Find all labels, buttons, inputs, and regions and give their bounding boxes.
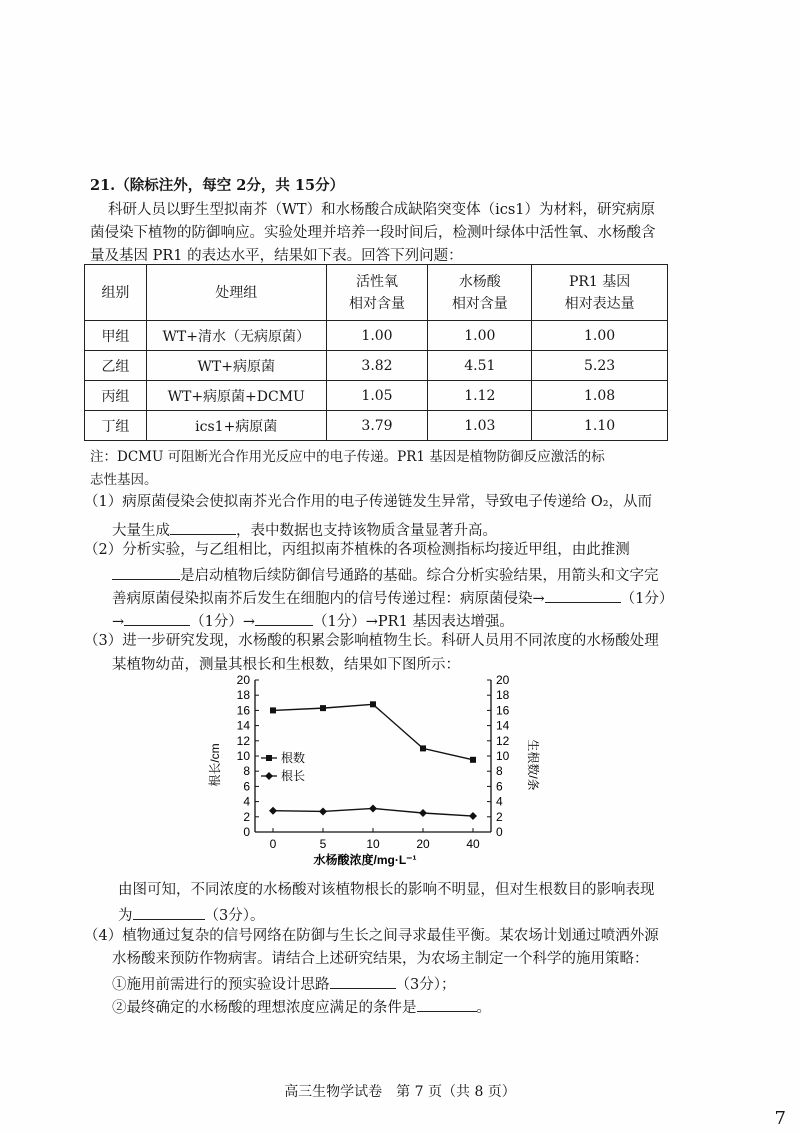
table-cell: WT+病原菌 [146, 351, 326, 381]
header-group: 组别 [85, 265, 147, 321]
y-tick-label-right: 6 [496, 779, 503, 794]
part4-line-2: 水杨酸来预防作物病害。请结合上述研究结果，为农场主制定一个科学的施用策略： [112, 951, 649, 967]
y-tick-label-right: 20 [496, 673, 510, 687]
data-point-square [320, 705, 326, 711]
header-pr1: PR1 基因 相对表达量 [532, 265, 668, 321]
y-tick-label-right: 10 [496, 749, 510, 763]
part2-text-post: 是启动植物后续防御信号通路的基础。综合分析实验结果，用箭头和文字完 [180, 568, 659, 584]
table-cell: 丁组 [85, 411, 147, 441]
part4-line-3 [112, 972, 455, 995]
y-tick-label-left: 0 [243, 825, 250, 839]
y-axis-label-left: 根长/cm [208, 743, 222, 787]
x-axis-label: 水杨酸浓度/mg·L⁻¹ [313, 853, 417, 867]
legend-square-icon [266, 755, 272, 761]
table-cell: 1.00 [532, 321, 668, 351]
y-tick-label-right: 14 [496, 718, 510, 733]
intro-line-3: 量及基因 PR1 的表达水平，结果如下表。回答下列问题： [90, 248, 463, 264]
part3-text-pre: 为 [118, 908, 133, 924]
data-point-diamond [369, 804, 377, 812]
part4-line-1: （4）植物通过复杂的信号网络在防御与生长之间寻求最佳平衡。某农场计划通过喷洒外源 [84, 928, 659, 944]
table-row [85, 381, 668, 411]
intro-line-1: 科研人员以野生型拟南芥（WT）和水杨酸合成缺陷突变体（ics1）为材料，研究病原 [108, 202, 655, 218]
page-corner-number: 7 [774, 1108, 786, 1129]
data-point-diamond [319, 807, 327, 815]
answer-blank[interactable] [170, 518, 236, 535]
part2-score: （1分） [620, 591, 674, 607]
answer-blank[interactable] [417, 995, 477, 1012]
part3-conclusion-line-2 [118, 903, 264, 926]
part1-text-pre: 大量生成 [112, 523, 170, 539]
header-ros: 活性氧 相对含量 [326, 265, 428, 321]
part3-score: （3分）。 [204, 908, 265, 924]
table-header-row [85, 265, 668, 321]
header-treatment: 处理组 [146, 265, 326, 321]
table-cell: 1.05 [326, 381, 428, 411]
part2-arrow: → [112, 614, 125, 630]
table-cell: 1.00 [428, 321, 532, 351]
part4-text-pre: ②最终确定的水杨酸的理想浓度应满足的条件是 [112, 1000, 417, 1016]
table-row [85, 351, 668, 381]
chart-ticks [237, 673, 510, 851]
data-point-square [470, 757, 476, 763]
table-cell: ics1+病原菌 [146, 411, 326, 441]
x-tick-label: 0 [269, 837, 277, 851]
question-header: 21.（除标注外，每空 2分，共 15分） [90, 177, 345, 194]
table-cell: 3.82 [326, 351, 428, 381]
data-point-diamond [269, 807, 277, 815]
table-cell: WT+病原菌+DCMU [146, 381, 326, 411]
data-point-square [370, 701, 376, 707]
legend-label-root-length: 根长 [281, 769, 306, 783]
part2-score: （1分）→ [190, 614, 256, 630]
part4-line-4 [112, 995, 491, 1018]
data-point-diamond [419, 809, 427, 817]
y-tick-label-left: 16 [236, 703, 250, 718]
y-axis-label-right: 生根数/条 [526, 739, 540, 791]
table-cell: 1.00 [326, 321, 428, 351]
answer-blank[interactable] [124, 609, 190, 626]
y-tick-label-right: 0 [496, 825, 503, 839]
part4-score: （3分）； [395, 977, 456, 993]
part2-text-pre: 善病原菌侵染拟南芥后发生在细胞内的信号传递过程：病原菌侵染→ [112, 591, 545, 607]
y-tick-label-right: 12 [496, 733, 510, 748]
y-tick-label-left: 6 [243, 779, 250, 794]
part3-conclusion-line-1: 由图可知，不同浓度的水杨酸对该植物根长的影响不明显，但对生根数目的影响表现 [118, 882, 655, 898]
table-cell: 1.08 [532, 381, 668, 411]
table-cell: 3.79 [326, 411, 428, 441]
y-tick-label-right: 2 [496, 809, 503, 824]
y-tick-label-left: 14 [236, 718, 250, 733]
part1-line-2 [112, 518, 497, 541]
y-tick-label-left: 18 [236, 688, 250, 703]
part2-line-3 [112, 586, 673, 609]
table-row [85, 411, 668, 441]
y-tick-label-left: 8 [243, 764, 250, 779]
answer-blank[interactable] [255, 609, 313, 626]
x-tick-label: 40 [466, 837, 480, 851]
chart-legend [261, 750, 305, 783]
y-tick-label-left: 4 [243, 794, 250, 809]
part2-tail: （1分）→PR1 基因表达增强。 [313, 614, 514, 630]
table-cell: 1.03 [428, 411, 532, 441]
x-tick-label: 5 [319, 837, 327, 851]
part2-line-4 [112, 609, 514, 632]
table-cell: 5.23 [532, 351, 668, 381]
data-point-square [270, 707, 276, 713]
page-footer: 高三生物学试卷 第 7 页（共 8 页） [284, 1084, 516, 1100]
part3-line-1: （3）进一步研究发现，水杨酸的积累会影响植物生长。科研人员用不同浓度的水杨酸处理 [84, 633, 659, 649]
table-cell: 乙组 [85, 351, 147, 381]
y-tick-label-right: 4 [496, 794, 503, 809]
y-tick-label-left: 20 [236, 673, 250, 687]
answer-blank[interactable] [112, 563, 180, 580]
legend-label-root-count: 根数 [281, 751, 306, 765]
y-tick-label-left: 2 [243, 809, 250, 824]
table-cell: 甲组 [85, 321, 147, 351]
part2-line-1: （2）分析实验，与乙组相比，丙组拟南芥植株的各项检测指标均接近甲组，由此推测 [84, 542, 630, 558]
part4-text-pre: ①施用前需进行的预实验设计思路 [112, 977, 330, 993]
part4-text-post: 。 [476, 1000, 491, 1016]
part3-line-2: 某植物幼苗，测量其根长和生根数，结果如下图所示： [112, 657, 460, 673]
y-tick-label-left: 10 [236, 749, 250, 763]
table-note-line-2: 志性基因。 [90, 472, 158, 488]
y-tick-label-right: 18 [496, 688, 510, 703]
answer-blank[interactable] [330, 972, 396, 989]
part1-line-1: （1）病原菌侵染会使拟南芥光合作用的电子传递链发生异常，导致电子传递给 O₂，从而 [84, 494, 653, 510]
x-tick-label: 10 [366, 837, 380, 851]
table-cell: 4.51 [428, 351, 532, 381]
table-row [85, 321, 668, 351]
y-tick-label-right: 16 [496, 703, 510, 718]
part2-line-2 [112, 563, 659, 586]
data-point-square [420, 745, 426, 751]
y-tick-label-left: 12 [236, 733, 250, 748]
y-tick-label-right: 8 [496, 764, 503, 779]
answer-blank[interactable] [545, 586, 621, 603]
header-sa: 水杨酸 相对含量 [428, 265, 532, 321]
data-point-diamond [469, 812, 477, 820]
legend-diamond-icon [265, 772, 273, 780]
table-note-line-1: 注：DCMU 可阻断光合作用光反应中的电子传递。PR1 基因是植物防御反应激活的标 [90, 449, 605, 465]
table-cell: WT+清水（无病原菌） [146, 321, 326, 351]
answer-blank[interactable] [133, 903, 205, 920]
part1-text-post: ，表中数据也支持该物质含量显著升高。 [236, 523, 497, 539]
x-tick-label: 20 [416, 837, 430, 851]
results-table [84, 264, 668, 441]
table-cell: 1.10 [532, 411, 668, 441]
intro-line-2: 菌侵染下植物的防御响应。实验处理并培养一段时间后，检测叶绿体中活性氧、水杨酸含 [90, 225, 656, 241]
line-chart [205, 672, 545, 872]
table-cell: 丙组 [85, 381, 147, 411]
table-cell: 1.12 [428, 381, 532, 411]
